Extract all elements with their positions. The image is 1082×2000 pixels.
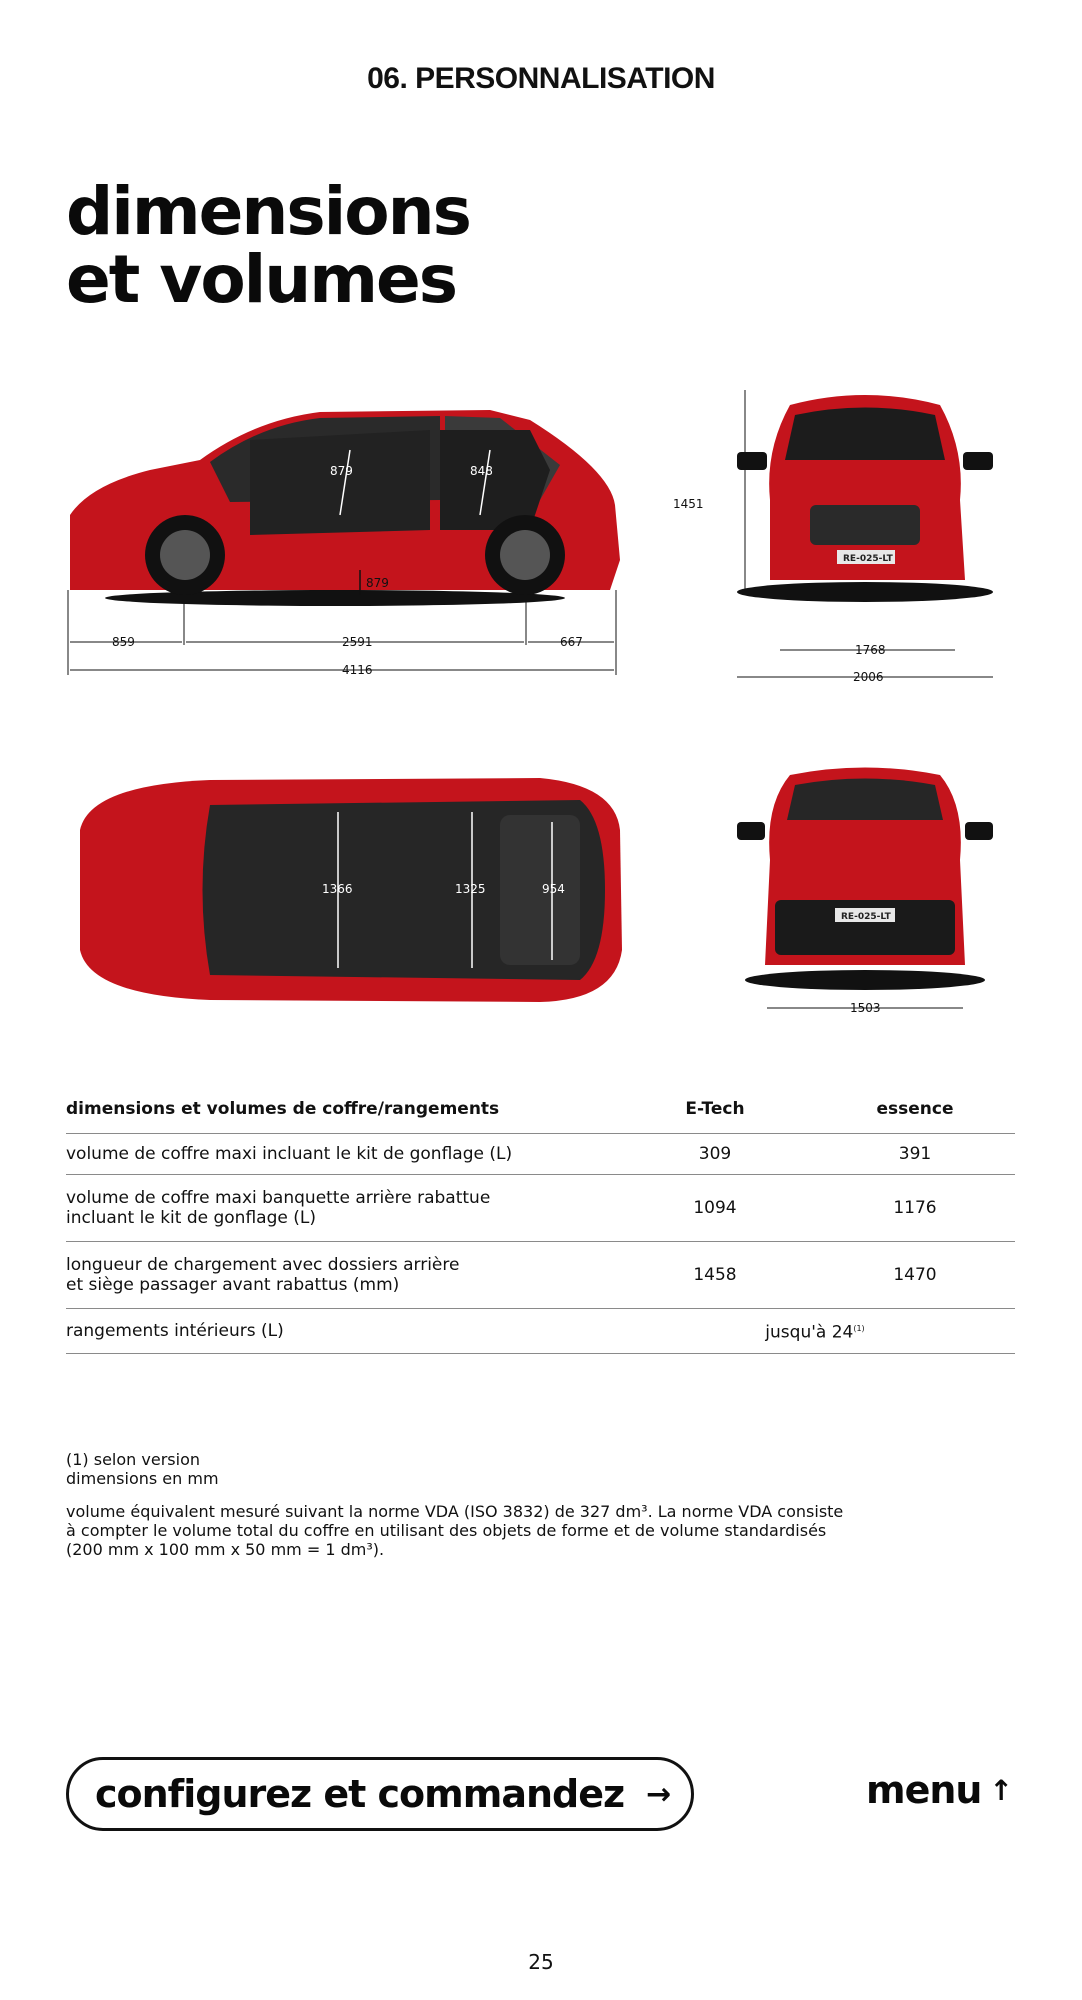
footnote-units: dimensions en mm	[66, 1469, 219, 1488]
page-number: 25	[528, 1950, 554, 1974]
col-header-label: dimensions et volumes de coffre/rangements	[66, 1095, 615, 1134]
footnote-vda-3: (200 mm x 100 mm x 50 mm = 1 dm³).	[66, 1540, 385, 1559]
dim-mirror-width: 2006	[853, 670, 884, 684]
row-essence: 1176	[815, 1175, 1015, 1242]
footnote-vda-1: volume équivalent mesuré suivant la norme VDA (ISO 3832) de 327 dm³. La norme VDA consiste	[66, 1502, 844, 1521]
row-essence: 1470	[815, 1242, 1015, 1309]
row-essence: 391	[815, 1134, 1015, 1175]
configure-order-button[interactable]	[66, 1757, 694, 1831]
dim-rear-track: 1503	[850, 1001, 881, 1015]
front-plate: RE-025-LT	[843, 554, 893, 564]
section-title: 06. PERSONNALISATION	[367, 62, 715, 95]
dim-door-rear: 848	[470, 464, 493, 478]
row-label: longueur de chargement avec dossiers arrière et siège passager avant rabattus (mm)	[66, 1242, 615, 1309]
menu-label: menu	[866, 1768, 982, 1812]
arrow-up-icon: ↑	[989, 1773, 1012, 1807]
dim-rear-overhang: 667	[560, 635, 583, 649]
rear-plate: RE-025-LT	[841, 912, 891, 922]
dim-door-front: 879	[330, 464, 353, 478]
dim-width-boot: 954	[542, 882, 565, 896]
footnote-vda-2: à compter le volume total du coffre en utilisant des objets de forme et de volume standardisés	[66, 1521, 827, 1540]
dim-front-overhang: 859	[112, 635, 135, 649]
row-etech: 1094	[615, 1175, 815, 1242]
dim-width-rear: 1325	[455, 882, 486, 896]
page-heading	[66, 173, 470, 318]
dim-width-front: 1366	[322, 882, 353, 896]
row-label: rangements intérieurs (L)	[66, 1309, 615, 1354]
row-etech: 309	[615, 1134, 815, 1175]
footnotes	[66, 1450, 966, 1559]
dim-length: 4116	[342, 663, 373, 677]
heading-line-2: et volumes	[66, 241, 457, 318]
heading-line-1: dimensions	[66, 173, 470, 250]
row-label: volume de coffre maxi incluant le kit de gonflage (L)	[66, 1134, 615, 1175]
dim-wheelbase: 2591	[342, 635, 373, 649]
table-row-storage	[66, 1309, 1015, 1354]
table-row	[66, 1134, 1015, 1175]
table-row	[66, 1242, 1015, 1309]
configure-order-label: configurez et commandez	[95, 1772, 625, 1816]
footnote-version: (1) selon version	[66, 1450, 200, 1469]
arrow-right-icon: →	[646, 1776, 671, 1812]
car-side-view	[60, 390, 630, 690]
table-row	[66, 1175, 1015, 1242]
dim-height: 1451	[673, 497, 704, 511]
menu-link[interactable]	[866, 1768, 1012, 1812]
dim-ground: 879	[366, 576, 389, 590]
row-storage-value: jusqu'à 24$^{(1)}$	[615, 1309, 1015, 1354]
dim-track-width: 1768	[855, 643, 886, 657]
car-rear-view	[715, 760, 1015, 1030]
table-header-row	[66, 1095, 1015, 1134]
row-etech: 1458	[615, 1242, 815, 1309]
row-label: volume de coffre maxi banquette arrière rabattue incluant le kit de gonflage (L)	[66, 1175, 615, 1242]
car-front-view	[665, 380, 1020, 695]
car-top-view	[60, 760, 630, 1030]
col-header-essence: essence	[815, 1095, 1015, 1134]
spec-table	[66, 1095, 1015, 1354]
col-header-etech: E-Tech	[615, 1095, 815, 1134]
